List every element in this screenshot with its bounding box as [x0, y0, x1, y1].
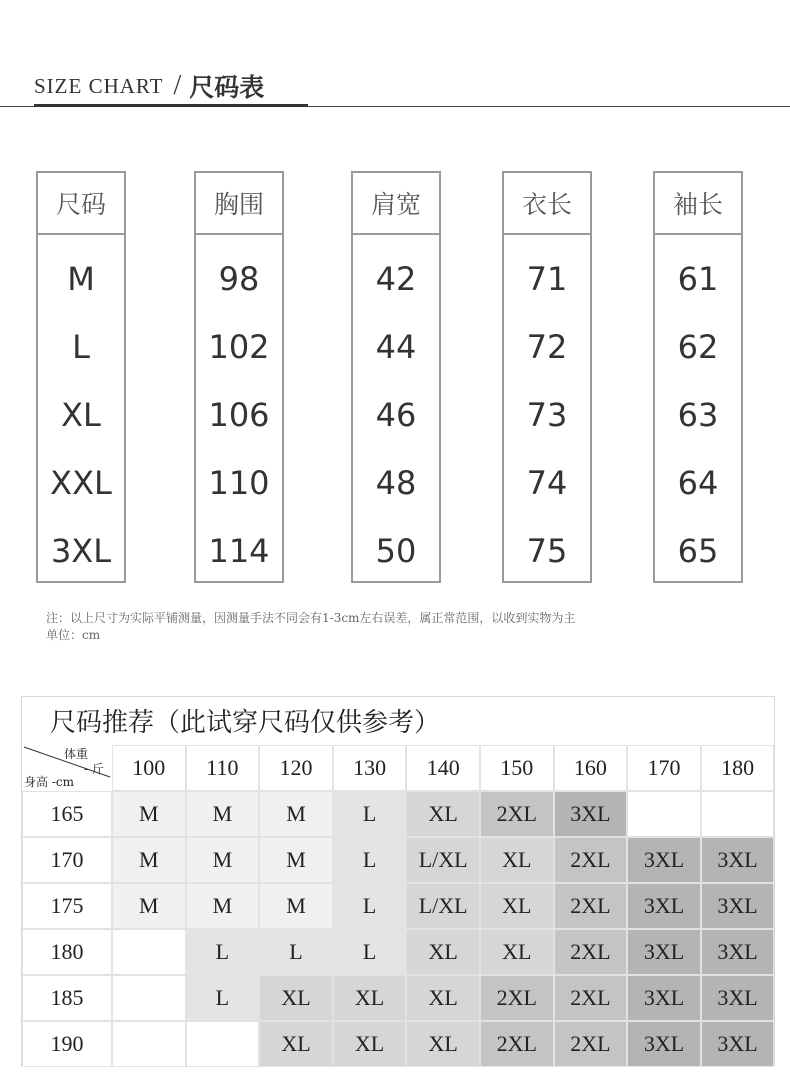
size-cell: XL — [406, 791, 480, 837]
note-unit: 单位：cm — [46, 628, 101, 642]
weight-label: 体重 — [64, 747, 89, 761]
size-cell: XL — [480, 929, 554, 975]
size-value: M — [67, 260, 95, 298]
size-cell: L — [186, 929, 260, 975]
chest-column — [194, 171, 284, 583]
length-value: 74 — [526, 464, 568, 502]
size-cell: M — [112, 883, 186, 929]
size-cell: XL — [259, 975, 333, 1021]
size-cell: 3XL — [701, 1021, 775, 1067]
size-cell: XL — [406, 975, 480, 1021]
length-value: 71 — [526, 260, 568, 298]
size-cell: M — [259, 883, 333, 929]
size-cell: XL — [406, 1021, 480, 1067]
note-line: 注：以上尺寸为实际平铺测量，因测量手法不同会有1-3cm左右误差，属正常范围，以收到实物为主 — [46, 611, 576, 625]
size-cell: M — [259, 837, 333, 883]
height-header: 185 — [22, 975, 112, 1021]
size-cell — [701, 791, 775, 837]
shoulder-column — [351, 171, 441, 583]
size-cell: 3XL — [701, 883, 775, 929]
size-value: L — [72, 328, 90, 366]
size-value: 3XL — [50, 532, 112, 570]
size-cell: 3XL — [701, 975, 775, 1021]
size-cell: 3XL — [627, 883, 701, 929]
size-cell: 2XL — [554, 883, 628, 929]
size-cell: 2XL — [554, 1021, 628, 1067]
size-cell — [627, 791, 701, 837]
size-cell: XL — [259, 1021, 333, 1067]
sleeve-value: 63 — [677, 396, 719, 434]
header-title-en: SIZE CHART — [34, 73, 164, 98]
size-cell: L — [333, 929, 407, 975]
recommendation-title: 尺码推荐（此试穿尺码仅供参考） — [50, 708, 441, 738]
size-cell: 2XL — [480, 1021, 554, 1067]
size-cell: 2XL — [554, 975, 628, 1021]
sleeve-value: 64 — [677, 464, 719, 502]
height-header: 180 — [22, 929, 112, 975]
size-cell: 3XL — [627, 929, 701, 975]
shoulder-value: 44 — [375, 328, 417, 366]
size-cell: M — [186, 883, 260, 929]
shoulder-value: 50 — [375, 532, 417, 570]
chest-value: 110 — [208, 464, 270, 502]
sleeve-value: 65 — [677, 532, 719, 570]
size-cell: XL — [406, 929, 480, 975]
height-header: 170 — [22, 837, 112, 883]
length-value: 72 — [526, 328, 568, 366]
header-underline — [34, 104, 308, 107]
column-header-sleeve: 袖长 — [655, 173, 741, 235]
weight-unit: - 斤 — [84, 762, 104, 776]
size-cell: L — [333, 837, 407, 883]
sleeve-value: 62 — [677, 328, 719, 366]
length-value: 75 — [526, 532, 568, 570]
size-cell: XL — [333, 1021, 407, 1067]
weight-header: 150 — [480, 745, 554, 791]
chest-value: 102 — [208, 328, 270, 366]
size-cell: M — [112, 837, 186, 883]
shoulder-value: 46 — [375, 396, 417, 434]
size-cell: L — [259, 929, 333, 975]
weight-header: 170 — [627, 745, 701, 791]
size-cell — [112, 975, 186, 1021]
size-cell: L — [333, 791, 407, 837]
length-value: 73 — [526, 396, 568, 434]
chest-value: 106 — [208, 396, 270, 434]
size-cell: 3XL — [701, 929, 775, 975]
size-cell — [186, 1021, 260, 1067]
size-cell: 3XL — [627, 1021, 701, 1067]
size-cell: 3XL — [554, 791, 628, 837]
weight-header: 120 — [259, 745, 333, 791]
weight-header: 160 — [554, 745, 628, 791]
header-separator: / — [173, 70, 182, 101]
size-cell: 3XL — [627, 837, 701, 883]
sleeve-value: 61 — [677, 260, 719, 298]
column-header-chest: 胸围 — [196, 173, 282, 235]
size-cell: M — [112, 791, 186, 837]
size-cell — [112, 929, 186, 975]
size-cell: XL — [480, 837, 554, 883]
size-cell: XL — [480, 883, 554, 929]
sleeve-column — [653, 171, 743, 583]
size-cell: M — [186, 791, 260, 837]
size-cell: L/XL — [406, 883, 480, 929]
size-chart-header — [34, 68, 264, 104]
size-cell: 2XL — [480, 975, 554, 1021]
measurement-note — [46, 610, 766, 644]
size-cell: 2XL — [554, 929, 628, 975]
height-header: 190 — [22, 1021, 112, 1067]
size-column — [36, 171, 126, 583]
size-cell: XL — [333, 975, 407, 1021]
weight-header: 180 — [701, 745, 775, 791]
size-cell: M — [186, 837, 260, 883]
height-header: 165 — [22, 791, 112, 837]
size-value: XL — [61, 396, 101, 434]
size-cell — [112, 1021, 186, 1067]
size-cell: L — [186, 975, 260, 1021]
length-column — [502, 171, 592, 583]
size-cell: L — [333, 883, 407, 929]
weight-header: 130 — [333, 745, 407, 791]
column-header-length: 衣长 — [504, 173, 590, 235]
size-cell: 2XL — [554, 837, 628, 883]
header-title-zh: 尺码表 — [189, 73, 265, 102]
size-cell: 3XL — [627, 975, 701, 1021]
size-cell: 2XL — [480, 791, 554, 837]
weight-header: 110 — [186, 745, 260, 791]
size-cell: M — [259, 791, 333, 837]
size-cell: L/XL — [406, 837, 480, 883]
shoulder-value: 42 — [375, 260, 417, 298]
shoulder-value: 48 — [375, 464, 417, 502]
weight-header: 100 — [112, 745, 186, 791]
chest-value: 114 — [208, 532, 270, 570]
height-header: 175 — [22, 883, 112, 929]
weight-header: 140 — [406, 745, 480, 791]
column-header-shoulder: 肩宽 — [353, 173, 439, 235]
size-cell: 3XL — [701, 837, 775, 883]
size-value: XXL — [50, 464, 112, 502]
column-header-size: 尺码 — [38, 173, 124, 235]
size-recommendation-table — [21, 696, 775, 1066]
table-corner-header — [22, 745, 112, 791]
chest-value: 98 — [218, 260, 260, 298]
height-label: 身高 -cm — [24, 775, 74, 789]
